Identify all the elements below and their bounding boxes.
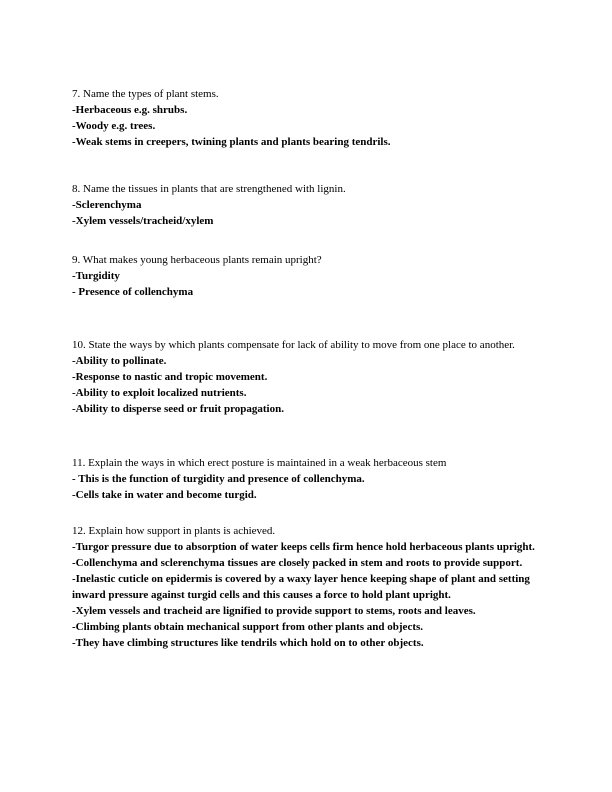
answer-line: -Weak stems in creepers, twining plants and plants bearing tendrils.	[72, 136, 391, 148]
answer-line: -Xylem vessels/tracheid/xylem	[72, 215, 214, 227]
question-text: 12. Explain how support in plants is achieved.	[72, 525, 276, 537]
question-block-11	[72, 455, 542, 503]
question-text: 11. Explain the ways in which erect posture is maintained in a weak herbaceous stem	[72, 457, 447, 469]
question-text: 7. Name the types of plant stems.	[72, 88, 219, 100]
question-block-9	[72, 252, 542, 300]
answer-line: -Turgidity	[72, 270, 120, 282]
question-text: 8. Name the tissues in plants that are strengthened with lignin.	[72, 183, 346, 195]
question-text: 10. State the ways by which plants compensate for lack of ability to move from one place to another.	[72, 339, 515, 351]
question-block-12	[72, 523, 542, 651]
answer-line: - Presence of collenchyma	[72, 286, 194, 298]
answer-line: -Cells take in water and become turgid.	[72, 489, 257, 501]
answer-line: -Response to nastic and tropic movement.	[72, 371, 268, 383]
answer-line: -Inelastic cuticle on epidermis is covered by a waxy layer hence keeping shape of plant and setting inward pressure against turgid cells and this causes a force to hold plant upright.	[72, 573, 530, 601]
answer-line: -Woody e.g. trees.	[72, 120, 156, 132]
answer-line: -Ability to pollinate.	[72, 355, 167, 367]
answer-line: -Turgor pressure due to absorption of water keeps cells firm hence hold herbaceous plants upright.	[72, 541, 535, 553]
question-block-7	[72, 86, 542, 150]
answer-line: -Sclerenchyma	[72, 199, 142, 211]
answer-line: -Climbing plants obtain mechanical support from other plants and objects.	[72, 621, 424, 633]
question-text: 9. What makes young herbaceous plants remain upright?	[72, 254, 322, 266]
answer-line: -Ability to exploit localized nutrients.	[72, 387, 247, 399]
answer-line: -Xylem vessels and tracheid are lignified to provide support to stems, roots and leaves.	[72, 605, 476, 617]
question-block-10	[72, 337, 542, 417]
answer-line: -They have climbing structures like tendrils which hold on to other objects.	[72, 637, 424, 649]
answer-line: -Herbaceous e.g. shrubs.	[72, 104, 188, 116]
answer-line: -Collenchyma and sclerenchyma tissues are closely packed in stem and roots to provide support.	[72, 557, 523, 569]
answer-line: - This is the function of turgidity and presence of collenchyma.	[72, 473, 365, 485]
question-block-8	[72, 181, 542, 229]
answer-line: -Ability to disperse seed or fruit propagation.	[72, 403, 284, 415]
